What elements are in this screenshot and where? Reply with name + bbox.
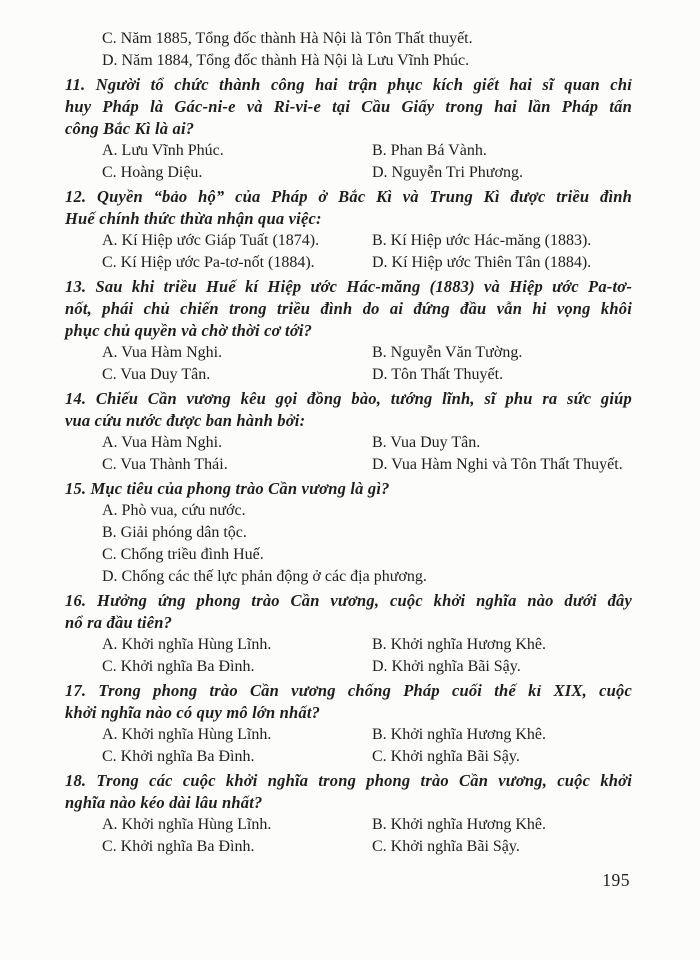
option-c: C. Hoàng Diệu. (102, 164, 203, 181)
option-d: D. Chống các thế lực phản động ở các địa phương. (102, 568, 427, 585)
question-16 (65, 590, 632, 678)
option-a: A. Lưu Vĩnh Phúc. (102, 142, 224, 159)
option-row (65, 836, 632, 858)
question-text (65, 770, 632, 814)
options (65, 342, 632, 386)
question-15 (65, 478, 632, 588)
question-12 (65, 186, 632, 274)
options (65, 634, 632, 678)
question-text (65, 590, 632, 634)
options (65, 724, 632, 768)
page-content (65, 28, 632, 858)
question-text (65, 74, 632, 140)
option-row (65, 432, 632, 454)
question-text-line: Huế chính thức thừa nhận qua việc: (65, 209, 322, 228)
question-text-line: khởi nghĩa nào có quy mô lớn nhất? (65, 703, 321, 722)
option-row (65, 342, 632, 364)
option-row (65, 252, 632, 274)
option-a: A. Khởi nghĩa Hùng Lĩnh. (102, 636, 272, 653)
question-text-line: phục chủ quyền và chờ thời cơ tới? (65, 321, 313, 340)
option-a: A. Vua Hàm Nghi. (102, 434, 223, 451)
option-row (65, 746, 632, 768)
question-13 (65, 276, 632, 386)
question-text-line: huy Pháp là Gác-ni-e và Ri-vi-e tại Cầu Giấy trong hai lần Pháp tấn (65, 97, 632, 116)
option-a: A. Khởi nghĩa Hùng Lĩnh. (102, 816, 272, 833)
option-b: B. Kí Hiệp ước Hác-măng (1883). (372, 232, 592, 249)
question-text-line: nghĩa nào kéo dài lâu nhất? (65, 793, 263, 812)
option-row (65, 162, 632, 184)
option-d: C. Khởi nghĩa Bãi Sậy. (372, 838, 520, 855)
question-number: 15. (65, 479, 87, 498)
option-d: D. Tôn Thất Thuyết. (372, 366, 504, 383)
question-text-line: 12. Quyền “bảo hộ” của Pháp ở Bắc Kì và Trung Kì được triều đình (65, 187, 632, 206)
question-14 (65, 388, 632, 476)
question-text-line: 11. Người tổ chức thành công hai trận phục kích giết hai sĩ quan chỉ (65, 75, 632, 94)
question-text-line: 17. Trong phong trào Cần vương chống Pháp cuối thế kỉ XIX, cuộc (65, 681, 632, 700)
question-text-line: 14. Chiếu Cần vương kêu gọi đồng bào, tướng lĩnh, sĩ phu ra sức giúp (65, 389, 632, 408)
question-text (65, 478, 632, 500)
option-c: C. Kí Hiệp ước Pa-tơ-nốt (1884). (102, 254, 315, 271)
option-c: C. Khởi nghĩa Ba Đình. (102, 658, 255, 675)
option-a: A. Kí Hiệp ước Giáp Tuất (1874). (102, 232, 320, 249)
option-c: C. Chống triều đình Huế. (102, 546, 264, 563)
question-11 (65, 74, 632, 184)
option-b: B. Vua Duy Tân. (372, 434, 481, 451)
options (65, 140, 632, 184)
question-number: 14. (65, 389, 87, 408)
option-d: D. Kí Hiệp ước Thiên Tân (1884). (372, 254, 592, 271)
option-c: C. Khởi nghĩa Ba Đình. (102, 748, 255, 765)
options (65, 500, 632, 588)
question-text (65, 388, 632, 432)
option-c: C. Vua Duy Tân. (102, 366, 211, 383)
option-row (65, 656, 632, 678)
question-text-line: nổ ra đầu tiên? (65, 613, 173, 632)
option-b: B. Khởi nghĩa Hương Khê. (372, 726, 547, 743)
option-row (65, 814, 632, 836)
question-number: 16. (65, 591, 87, 610)
question-number: 18. (65, 771, 87, 790)
option-row (65, 454, 632, 476)
option-b: B. Nguyễn Văn Tường. (372, 344, 523, 361)
option-a: A. Vua Hàm Nghi. (102, 344, 223, 361)
option-b: B. Khởi nghĩa Hương Khê. (372, 636, 547, 653)
question-number: 11. (65, 75, 86, 94)
option-line: C. Năm 1885, Tổng đốc thành Hà Nội là Tôn Thất thuyết. (102, 30, 473, 47)
question-text-line: vua cứu nước được ban hành bởi: (65, 411, 306, 430)
option-c: C. Khởi nghĩa Ba Đình. (102, 838, 255, 855)
question-text (65, 186, 632, 230)
option-b: B. Giải phóng dân tộc. (102, 524, 247, 541)
option-line: D. Năm 1884, Tổng đốc thành Hà Nội là Lưu Vĩnh Phúc. (102, 52, 470, 69)
question-18 (65, 770, 632, 858)
question-text-line: 13. Sau khi triều Huế kí Hiệp ước Hác-măng (1883) và Hiệp ước Pa-tơ- (65, 277, 633, 296)
question-text-line: 15. Mục tiêu của phong trào Cần vương là gì? (65, 479, 390, 498)
option-c: C. Vua Thành Thái. (102, 456, 228, 473)
option-row (65, 634, 632, 656)
question-text (65, 680, 632, 724)
options (65, 814, 632, 858)
option-row (65, 724, 632, 746)
options (65, 230, 632, 274)
option-d: D. Vua Hàm Nghi và Tôn Thất Thuyết. (372, 456, 623, 473)
option-a: A. Phò vua, cứu nước. (102, 502, 246, 519)
option-row (65, 230, 632, 252)
option-d: D. Khởi nghĩa Bãi Sậy. (372, 658, 521, 675)
question-text (65, 276, 632, 342)
question-number: 12. (65, 187, 87, 206)
question-number: 13. (65, 277, 87, 296)
question-number: 17. (65, 681, 87, 700)
question-text-line: 16. Hưởng ứng phong trào Cần vương, cuộc khởi nghĩa nào dưới đây (65, 591, 632, 610)
question-text-line: nốt, phái chủ chiến trong triều đình do ai đứng đầu vẫn hi vọng khôi (65, 299, 632, 318)
options (65, 432, 632, 476)
option-a: A. Khởi nghĩa Hùng Lĩnh. (102, 726, 272, 743)
question-17 (65, 680, 632, 768)
question-text-line: 18. Trong các cuộc khởi nghĩa trong phong trào Cần vương, cuộc khởi (65, 771, 632, 790)
option-b: B. Phan Bá Vành. (372, 142, 487, 159)
option-b: B. Khởi nghĩa Hương Khê. (372, 816, 547, 833)
page-number: 195 (602, 870, 630, 890)
option-row (65, 364, 632, 386)
option-d: D. Nguyễn Tri Phương. (372, 164, 523, 181)
question-text-line: công Bắc Kì là ai? (65, 119, 195, 138)
option-row (65, 140, 632, 162)
option-d: C. Khởi nghĩa Bãi Sậy. (372, 748, 520, 765)
